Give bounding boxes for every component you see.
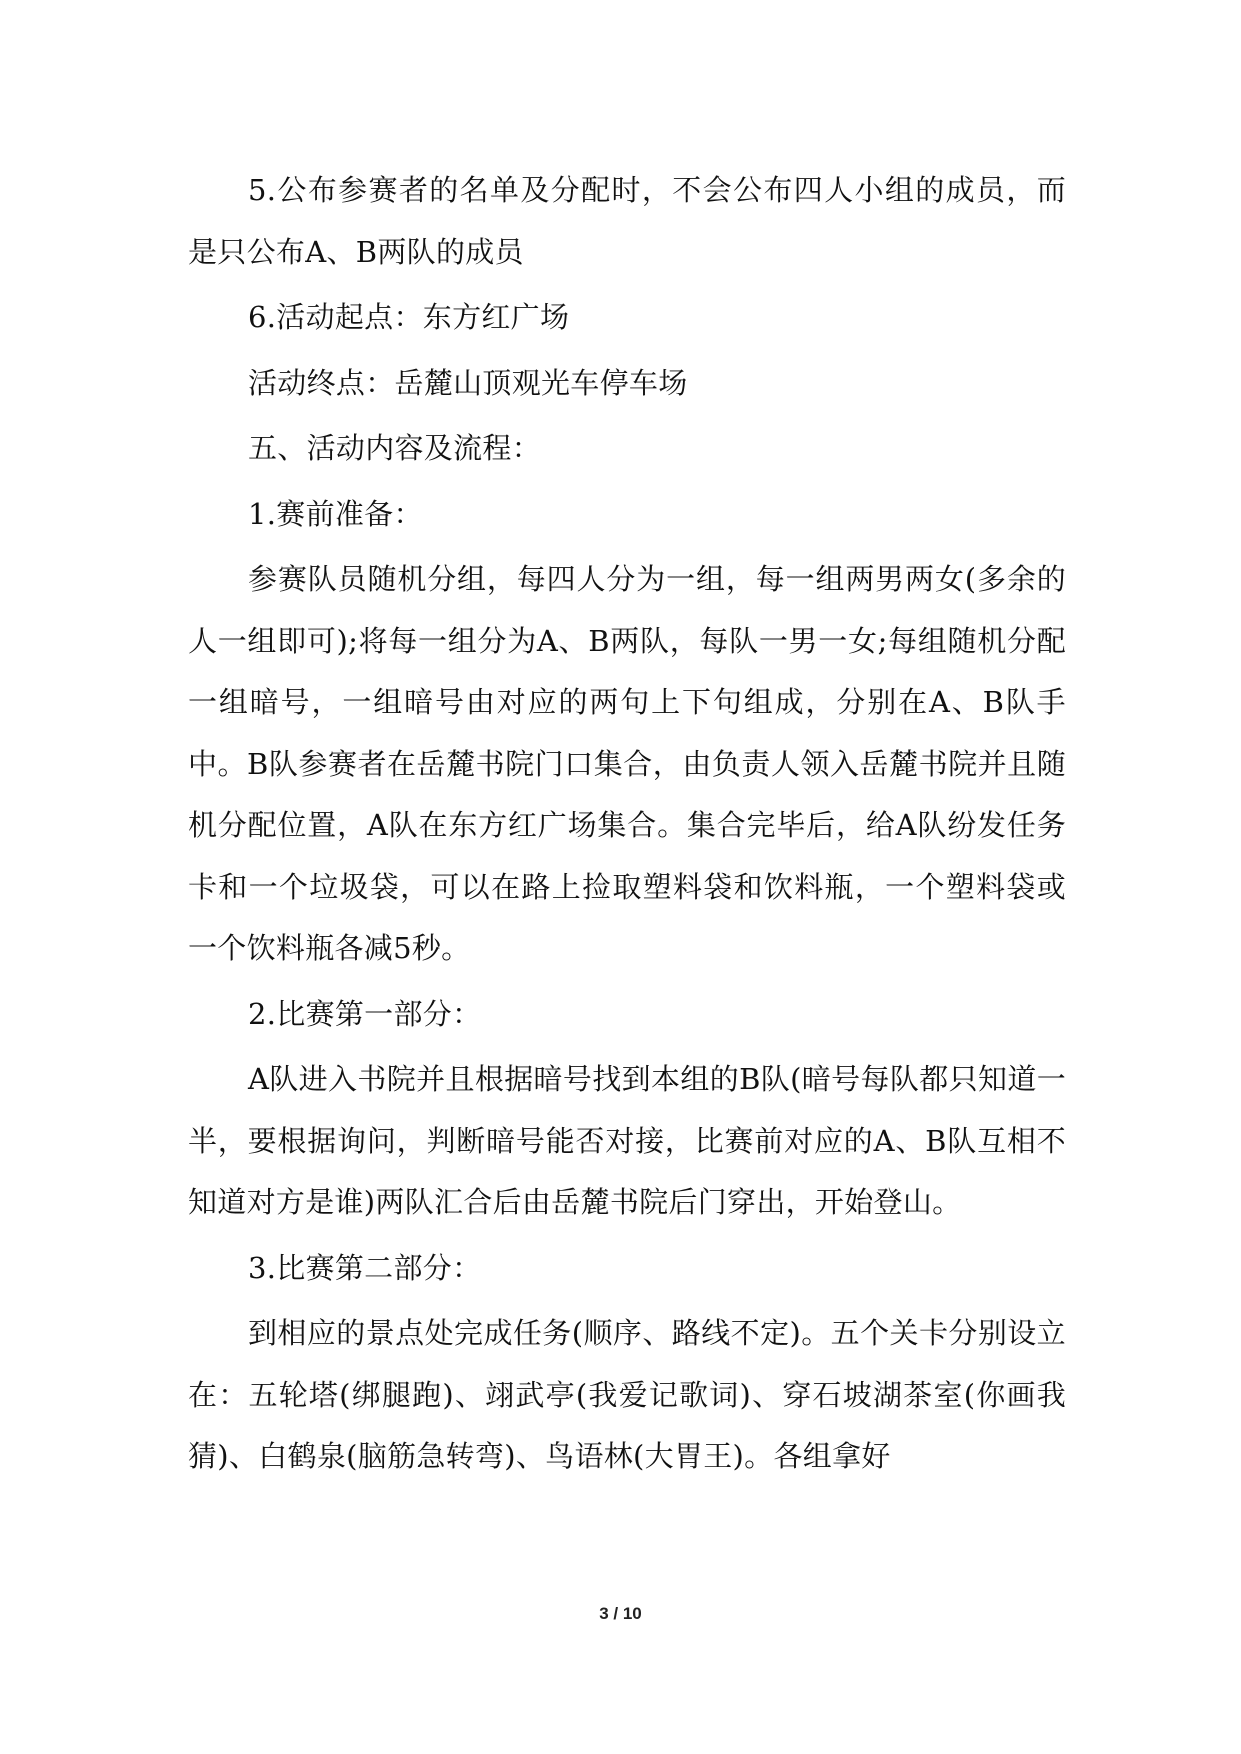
paragraph-2: 6.活动起点：东方红广场	[248, 300, 570, 334]
paragraph-1: 5.公布参赛者的名单及分配时，不会公布四人小组的成员，而是只公布A、B两队的成员	[188, 173, 1066, 269]
paragraph-3: 活动终点：岳麓山顶观光车停车场	[248, 365, 688, 400]
document-body	[188, 160, 1066, 1492]
page-number: 3 / 10	[599, 1604, 642, 1623]
paragraph-6: 参赛队员随机分组，每四人分为一组，每一组两男两女(多余的人一组即可);将每一组分为A、B两队，每队一男一女;每组随机分配一组暗号，一组暗号由对应的两句上下句组成，分别在A、B队手中。B队参赛者在岳麓书院门口集合，由负责人领入岳麓书院并且随机分配位置，A队在东方红广场集合。集合完毕后，给A队纷发任务卡和一个垃圾袋，可以在路上捡取塑料袋和饮料瓶，一个塑料袋或一个饮料瓶各减5秒。	[188, 562, 1066, 965]
paragraph-8: A队进入书院并且根据暗号找到本组的B队(暗号每队都只知道一半，要根据询问，判断暗号能否对接，比赛前对应的A、B队互相不知道对方是谁)两队汇合后由岳麓书院后门穿出，开始登山。	[188, 1062, 1066, 1219]
paragraph-5: 1.赛前准备：	[248, 496, 423, 531]
paragraph-9: 3.比赛第二部分：	[248, 1250, 482, 1285]
paragraph-10: 到相应的景点处完成任务(顺序、路线不定)。五个关卡分别设立在：五轮塔(绑腿跑)、翊武亭(我爱记歌词)、穿石坡湖茶室(你画我猜)、白鹤泉(脑筋急转弯)、鸟语林(大胃王)。各组拿好	[188, 1316, 1066, 1473]
paragraph-4: 五、活动内容及流程：	[248, 431, 542, 465]
paragraph-7: 2.比赛第一部分：	[248, 996, 482, 1031]
